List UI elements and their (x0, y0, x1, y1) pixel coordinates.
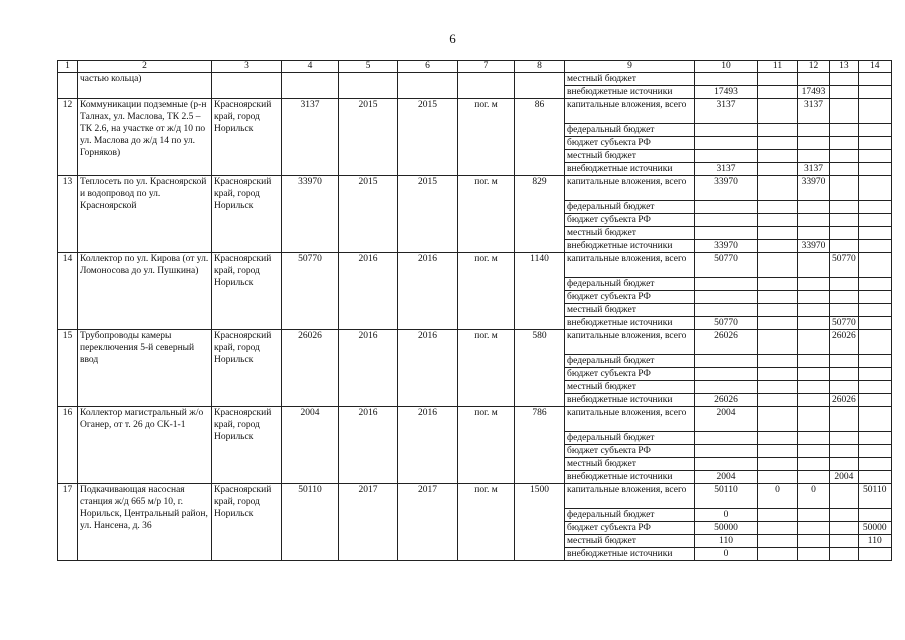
funding-source-label: бюджет субъекта РФ (565, 291, 695, 304)
amount-cell (858, 394, 891, 407)
amount-cell (858, 317, 891, 330)
amount-cell (758, 458, 798, 471)
amount-cell (858, 368, 891, 381)
location-cell: Красноярский край, город Норильск (212, 176, 282, 253)
amount-cell (858, 150, 891, 163)
amount-cell (798, 73, 830, 86)
amount-cell (798, 458, 830, 471)
location-cell: Красноярский край, город Норильск (212, 253, 282, 330)
amount-cell (758, 548, 798, 561)
amount-cell (695, 291, 758, 304)
start-year-cell: 2016 (339, 330, 398, 407)
row-number-cell: 12 (58, 99, 78, 176)
amount-cell (695, 214, 758, 227)
amount-cell (830, 509, 859, 522)
amount-cell (695, 304, 758, 317)
location-cell: Красноярский край, город Норильск (212, 407, 282, 484)
amount-cell (858, 124, 891, 137)
funding-source-label: внебюджетные источники (565, 548, 695, 561)
amount-cell: 0 (695, 509, 758, 522)
amount-cell (798, 355, 830, 368)
unit-cell: пог. м (458, 484, 515, 561)
object-name-cell: Коммуникации подземные (р-н Талнах, ул. Маслова, ТК 2.5 – ТК 2.6, на участке от ж/д 10 по ул. Маслова до ж/д 14 по ул. Горняков) (78, 99, 212, 176)
amount-cell (858, 163, 891, 176)
amount-cell (830, 176, 859, 201)
amount-cell (758, 407, 798, 432)
amount-cell (758, 99, 798, 124)
capacity-cell: 786 (515, 407, 565, 484)
amount-cell (858, 278, 891, 291)
object-name-cell: Трубопроводы камеры переключения 5-й северный ввод (78, 330, 212, 407)
end-year-cell: 2016 (398, 407, 458, 484)
amount-cell (758, 535, 798, 548)
amount-cell (798, 445, 830, 458)
funding-source-label: местный бюджет (565, 73, 695, 86)
amount-cell (758, 73, 798, 86)
amount-cell (830, 445, 859, 458)
amount-cell (758, 150, 798, 163)
amount-cell (798, 330, 830, 355)
empty-cell (515, 73, 565, 99)
amount-cell (798, 317, 830, 330)
amount-cell (858, 240, 891, 253)
column-header: 1 (58, 61, 78, 73)
unit-cell: пог. м (458, 99, 515, 176)
amount-cell (758, 432, 798, 445)
amount-cell: 26026 (830, 330, 859, 355)
amount-cell (858, 99, 891, 124)
column-header: 8 (515, 61, 565, 73)
amount-cell: 110 (695, 535, 758, 548)
amount-cell (858, 201, 891, 214)
funding-source-label: внебюджетные источники (565, 240, 695, 253)
amount-cell (758, 240, 798, 253)
amount-cell (758, 355, 798, 368)
amount-cell: 50110 (695, 484, 758, 509)
amount-cell (858, 407, 891, 432)
end-year-cell: 2016 (398, 330, 458, 407)
amount-cell: 50770 (830, 317, 859, 330)
table-row (58, 407, 892, 432)
amount-cell (830, 304, 859, 317)
amount-cell (758, 214, 798, 227)
amount-cell (830, 484, 859, 509)
amount-cell (830, 291, 859, 304)
amount-cell (758, 368, 798, 381)
capacity-cell: 1500 (515, 484, 565, 561)
amount-cell (758, 253, 798, 278)
table-row (58, 484, 892, 509)
amount-cell (695, 355, 758, 368)
end-year-cell: 2015 (398, 176, 458, 253)
amount-cell: 33970 (798, 176, 830, 201)
funding-source-label: капитальные вложения, всего (565, 330, 695, 355)
amount-cell (798, 227, 830, 240)
column-header: 7 (458, 61, 515, 73)
capacity-cell: 829 (515, 176, 565, 253)
funding-source-label: бюджет субъекта РФ (565, 368, 695, 381)
amount-cell: 3137 (798, 163, 830, 176)
amount-cell: 33970 (695, 240, 758, 253)
amount-cell (798, 509, 830, 522)
amount-cell (798, 304, 830, 317)
amount-cell (695, 124, 758, 137)
amount-cell (758, 176, 798, 201)
funding-source-label: капитальные вложения, всего (565, 407, 695, 432)
end-year-cell: 2017 (398, 484, 458, 561)
amount-cell: 3137 (798, 99, 830, 124)
amount-cell (830, 368, 859, 381)
amount-cell (758, 304, 798, 317)
amount-cell (858, 355, 891, 368)
unit-cell: пог. м (458, 176, 515, 253)
amount-cell (695, 137, 758, 150)
funding-source-label: капитальные вложения, всего (565, 176, 695, 201)
amount-cell: 0 (758, 484, 798, 509)
row-number-cell (58, 73, 78, 99)
amount-cell (830, 548, 859, 561)
funding-source-label: федеральный бюджет (565, 201, 695, 214)
funding-source-label: бюджет субъекта РФ (565, 137, 695, 150)
unit-cell: пог. м (458, 407, 515, 484)
amount-cell (758, 509, 798, 522)
unit-cell: пог. м (458, 253, 515, 330)
amount-cell (695, 445, 758, 458)
funding-source-label: внебюджетные источники (565, 163, 695, 176)
amount-cell: 3137 (695, 99, 758, 124)
amount-cell (830, 86, 859, 99)
start-year-cell: 2015 (339, 176, 398, 253)
column-header: 12 (798, 61, 830, 73)
amount-cell: 17493 (798, 86, 830, 99)
amount-cell: 50770 (695, 317, 758, 330)
start-year-cell: 2016 (339, 407, 398, 484)
amount-cell (858, 214, 891, 227)
amount-cell (695, 73, 758, 86)
amount-cell (858, 458, 891, 471)
column-header: 3 (212, 61, 282, 73)
empty-cell (458, 73, 515, 99)
amount-cell (830, 227, 859, 240)
funding-source-label: федеральный бюджет (565, 355, 695, 368)
amount-cell (858, 227, 891, 240)
object-name-cell: Коллектор по ул. Кирова (от ул. Ломоносова до ул. Пушкина) (78, 253, 212, 330)
amount-cell (798, 394, 830, 407)
amount-cell (830, 214, 859, 227)
start-year-cell: 2016 (339, 253, 398, 330)
empty-cell (282, 73, 339, 99)
amount-cell: 26026 (695, 330, 758, 355)
empty-cell (212, 73, 282, 99)
amount-cell: 17493 (695, 86, 758, 99)
funding-source-label: капитальные вложения, всего (565, 484, 695, 509)
row-number-cell: 13 (58, 176, 78, 253)
amount-cell: 33970 (798, 240, 830, 253)
funding-source-label: капитальные вложения, всего (565, 99, 695, 124)
funding-source-label: местный бюджет (565, 458, 695, 471)
amount-cell (798, 471, 830, 484)
amount-cell (758, 291, 798, 304)
amount-cell (798, 368, 830, 381)
funding-source-label: капитальные вложения, всего (565, 253, 695, 278)
amount-cell (758, 278, 798, 291)
cost-cell: 26026 (282, 330, 339, 407)
amount-cell (758, 137, 798, 150)
amount-cell (798, 381, 830, 394)
amount-cell: 50000 (695, 522, 758, 535)
investment-table (57, 60, 892, 561)
page-number: 6 (449, 31, 456, 46)
amount-cell (858, 176, 891, 201)
table-row (58, 73, 892, 86)
location-cell: Красноярский край, город Норильск (212, 330, 282, 407)
start-year-cell: 2015 (339, 99, 398, 176)
amount-cell (695, 227, 758, 240)
amount-cell (695, 368, 758, 381)
amount-cell (758, 86, 798, 99)
amount-cell (758, 124, 798, 137)
capacity-cell: 86 (515, 99, 565, 176)
cost-cell: 33970 (282, 176, 339, 253)
object-name-cell: Подкачивающая насосная станция ж/д 665 м/р 10, г. Норильск, Центральный район, ул. Нансена, д. 36 (78, 484, 212, 561)
amount-cell (695, 381, 758, 394)
object-name-cell: Теплосеть по ул. Красноярской и водопровод по ул. Красноярской (78, 176, 212, 253)
amount-cell (758, 394, 798, 407)
funding-source-label: федеральный бюджет (565, 124, 695, 137)
amount-cell (830, 522, 859, 535)
amount-cell (858, 73, 891, 86)
amount-cell (830, 407, 859, 432)
amount-cell (830, 432, 859, 445)
funding-source-label: местный бюджет (565, 304, 695, 317)
amount-cell (695, 278, 758, 291)
amount-cell (830, 535, 859, 548)
capacity-cell: 580 (515, 330, 565, 407)
funding-source-label: федеральный бюджет (565, 432, 695, 445)
amount-cell: 50770 (830, 253, 859, 278)
amount-cell (758, 522, 798, 535)
funding-source-label: местный бюджет (565, 535, 695, 548)
end-year-cell: 2016 (398, 253, 458, 330)
amount-cell: 33970 (695, 176, 758, 201)
amount-cell (830, 163, 859, 176)
location-cell: Красноярский край, город Норильск (212, 484, 282, 561)
amount-cell (858, 548, 891, 561)
funding-source-label: местный бюджет (565, 150, 695, 163)
amount-cell (798, 407, 830, 432)
amount-cell (798, 291, 830, 304)
funding-source-label: внебюджетные источники (565, 394, 695, 407)
amount-cell: 50000 (858, 522, 891, 535)
start-year-cell: 2017 (339, 484, 398, 561)
amount-cell (830, 201, 859, 214)
amount-cell (798, 522, 830, 535)
amount-cell (695, 458, 758, 471)
funding-source-label: местный бюджет (565, 381, 695, 394)
capacity-cell: 1140 (515, 253, 565, 330)
table-row (58, 330, 892, 355)
amount-cell (798, 124, 830, 137)
amount-cell (830, 99, 859, 124)
amount-cell (695, 201, 758, 214)
row-number-cell: 16 (58, 407, 78, 484)
amount-cell (758, 163, 798, 176)
column-header: 10 (695, 61, 758, 73)
amount-cell: 110 (858, 535, 891, 548)
empty-cell (398, 73, 458, 99)
funding-source-label: бюджет субъекта РФ (565, 445, 695, 458)
funding-source-label: внебюджетные источники (565, 86, 695, 99)
table-row (58, 99, 892, 124)
amount-cell (858, 471, 891, 484)
funding-source-label: внебюджетные источники (565, 317, 695, 330)
amount-cell (858, 291, 891, 304)
amount-cell: 50770 (695, 253, 758, 278)
location-cell: Красноярский край, город Норильск (212, 99, 282, 176)
amount-cell (830, 137, 859, 150)
object-name-cell: частью кольца) (78, 73, 212, 99)
amount-cell (758, 445, 798, 458)
amount-cell (858, 432, 891, 445)
amount-cell (858, 381, 891, 394)
column-header: 11 (758, 61, 798, 73)
column-header: 9 (565, 61, 695, 73)
column-header: 5 (339, 61, 398, 73)
unit-cell: пог. м (458, 330, 515, 407)
column-header: 14 (858, 61, 891, 73)
end-year-cell: 2015 (398, 99, 458, 176)
amount-cell (798, 253, 830, 278)
cost-cell: 50110 (282, 484, 339, 561)
row-number-cell: 15 (58, 330, 78, 407)
amount-cell: 2004 (695, 471, 758, 484)
amount-cell (830, 458, 859, 471)
amount-cell (758, 317, 798, 330)
amount-cell (798, 137, 830, 150)
amount-cell: 2004 (830, 471, 859, 484)
amount-cell: 0 (695, 548, 758, 561)
amount-cell (695, 432, 758, 445)
column-header: 2 (78, 61, 212, 73)
amount-cell (798, 535, 830, 548)
table-row (58, 176, 892, 201)
amount-cell (830, 240, 859, 253)
amount-cell (798, 150, 830, 163)
object-name-cell: Коллектор магистральный ж/о Оганер, от т. 26 до СК-1-1 (78, 407, 212, 484)
funding-source-label: местный бюджет (565, 227, 695, 240)
amount-cell (858, 304, 891, 317)
amount-cell: 26026 (695, 394, 758, 407)
amount-cell (798, 214, 830, 227)
amount-cell (858, 330, 891, 355)
amount-cell: 50110 (858, 484, 891, 509)
amount-cell (830, 278, 859, 291)
amount-cell (830, 381, 859, 394)
amount-cell (758, 471, 798, 484)
header-row (58, 61, 892, 73)
amount-cell (758, 201, 798, 214)
amount-cell (798, 201, 830, 214)
amount-cell (830, 73, 859, 86)
amount-cell (798, 548, 830, 561)
amount-cell (830, 124, 859, 137)
amount-cell (758, 381, 798, 394)
amount-cell (758, 227, 798, 240)
amount-cell (830, 355, 859, 368)
amount-cell: 3137 (695, 163, 758, 176)
amount-cell (858, 86, 891, 99)
funding-source-label: бюджет субъекта РФ (565, 522, 695, 535)
cost-cell: 3137 (282, 99, 339, 176)
column-header: 4 (282, 61, 339, 73)
amount-cell (758, 330, 798, 355)
column-header: 6 (398, 61, 458, 73)
column-header: 13 (830, 61, 859, 73)
amount-cell (858, 137, 891, 150)
amount-cell (858, 509, 891, 522)
row-number-cell: 14 (58, 253, 78, 330)
cost-cell: 50770 (282, 253, 339, 330)
amount-cell: 0 (798, 484, 830, 509)
empty-cell (339, 73, 398, 99)
amount-cell (798, 278, 830, 291)
amount-cell (858, 253, 891, 278)
cost-cell: 2004 (282, 407, 339, 484)
amount-cell (695, 150, 758, 163)
amount-cell: 2004 (695, 407, 758, 432)
amount-cell: 26026 (830, 394, 859, 407)
funding-source-label: федеральный бюджет (565, 509, 695, 522)
amount-cell (858, 445, 891, 458)
funding-source-label: бюджет субъекта РФ (565, 214, 695, 227)
table-row (58, 253, 892, 278)
funding-source-label: федеральный бюджет (565, 278, 695, 291)
funding-source-label: внебюджетные источники (565, 471, 695, 484)
amount-cell (798, 432, 830, 445)
row-number-cell: 17 (58, 484, 78, 561)
amount-cell (830, 150, 859, 163)
